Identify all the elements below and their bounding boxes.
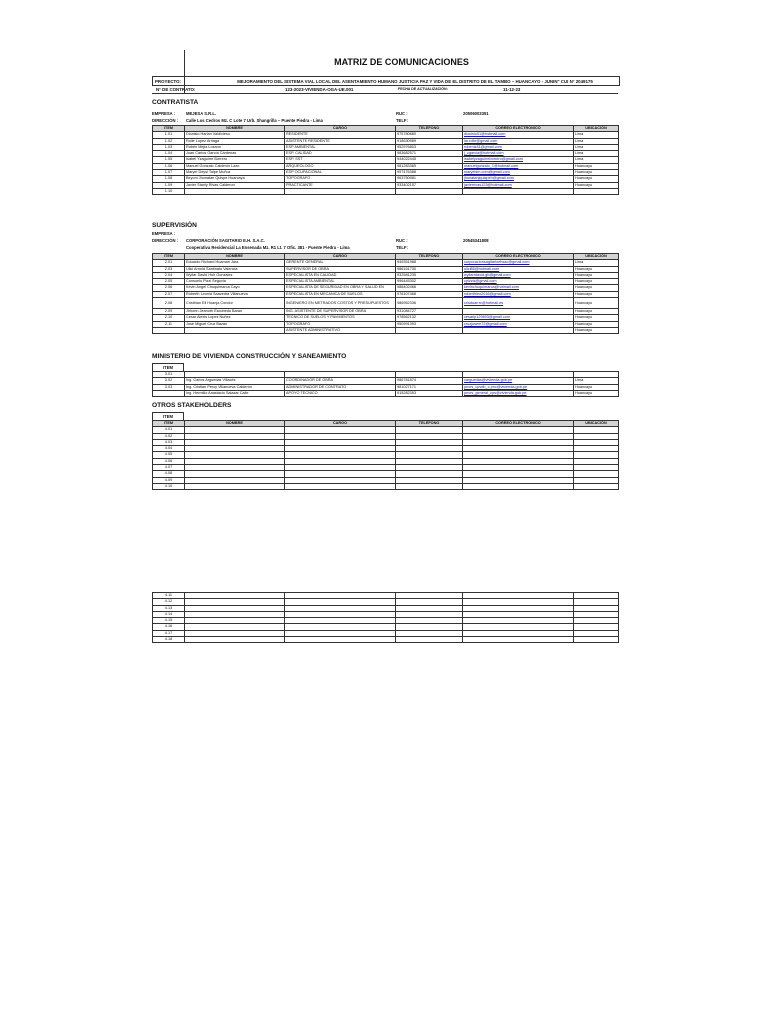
cell-telefono: 996445302: [396, 279, 463, 285]
update-label: FECHA DE ACTUALIZACIÓN:: [398, 86, 448, 91]
column-header-correo: CORREO ELECTRONICO: [463, 126, 574, 132]
cell-item: 4.01: [153, 427, 185, 433]
cell-item: 2.09: [153, 309, 185, 315]
email-link[interactable]: wyllarrdavid.gh@gmail.com: [463, 272, 574, 278]
column-header-nombre: NOMBRE: [185, 421, 285, 427]
email-link[interactable]: javierrivas123@hotmail.com: [463, 182, 574, 188]
email-link[interactable]: rubenlz81@gmail.com: [463, 144, 574, 150]
cell-ubicacion: Huancayo: [574, 384, 619, 390]
cell-item: 4.17: [153, 630, 185, 636]
cell-telefono: 981283385: [396, 163, 463, 169]
cell-item: 4.05: [153, 452, 185, 458]
cell-cargo: TOPOGRAFO: [285, 321, 396, 327]
email-link[interactable]: pnvrs_cpvdb_c.pnc@vivienda.gob.pe: [463, 384, 574, 390]
cell-cargo: INGENIERO EN METRADOS COSTOS Y PRESUPUESTOS: [285, 298, 396, 309]
cell-nombre: [185, 637, 285, 643]
cell-telefono: 918630989: [396, 138, 463, 144]
cell-ubicacion: Huancayo: [574, 327, 619, 333]
cell-ubicacion: [574, 188, 619, 194]
supervision-direccion: Cooperativa Residencial La Ensenada Mz. R1 Lt. 7 Ofic. 381 - Puente Piedra - Lima: [186, 245, 350, 250]
cell-item: 1.06: [153, 163, 185, 169]
column-header-ubicacion: UBICACIÓN: [574, 254, 619, 260]
email-link[interactable]: ulici85@hotmail.com: [463, 266, 574, 272]
cell-item: 4.18: [153, 637, 185, 643]
cell-ubicacion: Huancayo: [574, 279, 619, 285]
cell-ubicacion: Huancayo: [574, 309, 619, 315]
cell-nombre: Manuel Gonzalo Calderón Lazo: [185, 163, 285, 169]
ministerio-item-header: ITEM: [152, 363, 184, 372]
cell-telefono: 952976803: [396, 144, 463, 150]
cell-telefono: 944022445: [396, 157, 463, 163]
cell-item: 1.07: [153, 170, 185, 176]
cell-telefono: 986781874: [396, 378, 463, 384]
cell-item: 4.11: [153, 593, 185, 599]
column-header-telefono: TELÉFONO: [396, 421, 463, 427]
cell-ubicacion: Huancayo: [574, 182, 619, 188]
contratista-table: [152, 125, 619, 195]
cell-nombre: Beyoni Jhonatan Quispe Huarcaya: [185, 176, 285, 182]
cell-nombre: Juan Carlos García Cárdenas: [185, 151, 285, 157]
cell-nombre: [185, 327, 285, 333]
cell-nombre: Kevin Angel Chuquimarca Cayo: [185, 285, 285, 291]
cell-cargo: RESIDENTE: [285, 132, 396, 138]
email-link[interactable]: cesarlp129693@gmail.com: [463, 315, 574, 321]
cell-item: 2.11: [153, 321, 185, 327]
cell-correo: [463, 637, 574, 643]
supervision-ruc: 20545341808: [463, 238, 489, 243]
cell-item: 2.01: [153, 260, 185, 266]
cell-item: 4.03: [153, 439, 185, 445]
cell-ubicacion: Lima: [574, 378, 619, 384]
cell-nombre: Consuelo Pizzi Segovia: [185, 279, 285, 285]
contract-row: [152, 85, 618, 94]
column-header-item: ITEM: [153, 126, 185, 132]
cell-telefono: 949351988: [396, 260, 463, 266]
cell-item: 1.03: [153, 144, 185, 150]
cell-telefono: 963750981: [396, 176, 463, 182]
column-header-cargo: CARGO: [285, 254, 396, 260]
cell-telefono: 915282353: [396, 390, 463, 396]
cell-item: 2.03: [153, 266, 185, 272]
table-row: [153, 298, 619, 309]
cell-nombre: Dionisio Harlan Valdivieso: [185, 132, 285, 138]
cell-telefono: 983682571: [396, 151, 463, 157]
cell-nombre: Ulici Arnold Santinato Valencia: [185, 266, 285, 272]
cell-cargo: ESPECIALISTA DE SEGURIDAD EN OBRA Y SALUD EN: [285, 285, 396, 291]
email-link[interactable]: lar.rolie@gmail.com: [463, 138, 574, 144]
cell-cargo: ASISTENTE RESIDENTE: [285, 138, 396, 144]
cell-item: 1.01: [153, 132, 185, 138]
email-link[interactable]: jhonatanjquispeh@gmail.com: [463, 176, 574, 182]
cell-telefono: 981027171: [396, 384, 463, 390]
cell-correo: [463, 188, 574, 194]
project-name: MEJORAMIENTO DEL SISTEMA VIAL LOCAL DEL ASENTAMIENTO HUMANO JUSTICIA PAZ Y VIDA DE EL DISTRITO DE EL TAMBO – HUANCAYO - JUNIN" CUI N° 2049175: [237, 78, 593, 84]
cell-nombre: Wyllar David Huir Gonzales: [185, 272, 285, 278]
cell-telefono: [396, 483, 463, 489]
column-header-nombre: NOMBRE: [185, 254, 285, 260]
table-row: [153, 637, 619, 643]
cell-nombre: Jhhonn Jeanoth Escobedo Baran: [185, 309, 285, 315]
cell-telefono: 931084727: [396, 309, 463, 315]
cell-item: 3.01: [153, 372, 185, 378]
cell-nombre: Ing. Hermilio Anastacio Salazar Calle: [185, 390, 285, 396]
table-row: [153, 390, 619, 396]
cell-item: 1.05: [153, 157, 185, 163]
cell-cargo: ARQUEOLOGO: [285, 163, 396, 169]
cell-ubicacion: Lima: [574, 132, 619, 138]
cell-nombre: Rubén Mejia Lozano: [185, 144, 285, 150]
cell-item: 2.07: [153, 291, 185, 297]
supervision-telf-label: TELF:: [396, 245, 408, 250]
contract-value: 123-2023-VIVIENDA-OGA-UE.001: [285, 86, 354, 92]
contratista-ruc: 20506003351: [463, 111, 489, 116]
cell-item: 4.16: [153, 624, 185, 630]
email-link[interactable]: cpizzis@gmail.com: [463, 279, 574, 285]
cell-item: 1.08: [153, 176, 185, 182]
cell-item: 4.02: [153, 433, 185, 439]
cell-telefono: 976107468: [396, 291, 463, 297]
cell-cargo: ESPECIALISTA EN CALIDAD: [285, 272, 396, 278]
supervision-ruc-label: RUC :: [396, 238, 408, 243]
table-row: [153, 327, 619, 333]
cell-item: 1.02: [153, 138, 185, 144]
email-link[interactable]: carguedas@vivienda.gob.pe: [463, 378, 574, 384]
cell-telefono: 975780880: [396, 132, 463, 138]
cell-item: 4.15: [153, 618, 185, 624]
cell-cargo: [285, 188, 396, 194]
cell-ubicacion: Huancayo: [574, 321, 619, 327]
cell-ubicacion: Huancayo: [574, 291, 619, 297]
update-value: 11-12-23: [503, 86, 521, 92]
cell-ubicacion: Lima: [574, 144, 619, 150]
cell-item: 4.14: [153, 611, 185, 617]
cell-item: [153, 390, 185, 396]
cell-cargo: ESP OCUPACIONAL: [285, 170, 396, 176]
cell-telefono: 997476388: [396, 170, 463, 176]
column-header-item: ITEM: [153, 421, 185, 427]
table-row: [153, 188, 619, 194]
cell-cargo: GERENTE GENERAL: [285, 260, 396, 266]
cell-telefono: 932581235: [396, 272, 463, 278]
project-label: PROYECTO:: [155, 78, 182, 84]
cell-item: 3.03: [153, 384, 185, 390]
cell-cargo: ASISTENTE ADMINISTRATIVO: [285, 327, 396, 333]
email-link[interactable]: pnvrs_general_cps@vivienda.gob.pe: [463, 390, 574, 396]
ministerio-table: [152, 371, 619, 397]
contract-label: N° DE CONTRATO:: [156, 86, 196, 92]
contratista-empresa: MEJESA S.R.L.: [186, 111, 217, 116]
email-link[interactable]: roberthleo2016@gmail.com: [463, 291, 574, 297]
cell-cargo: ING. ASISTENTE DE SUPERVISOR DE OBRA: [285, 309, 396, 315]
cell-nombre: Isabel Yzaguirre Borrero: [185, 157, 285, 163]
email-link[interactable]: maryelsm.com@gmail.com: [463, 170, 574, 176]
column-header-ubicacion: UBICACIÓN: [574, 421, 619, 427]
cell-item: 1.04: [153, 151, 185, 157]
cell-item: 4.06: [153, 458, 185, 464]
cell-telefono: [396, 637, 463, 643]
cell-ubicacion: Huancayo: [574, 390, 619, 396]
column-header-telefono: TELÉFONO: [396, 126, 463, 132]
cell-nombre: [185, 188, 285, 194]
contratista-empresa-label: EMPRESA :: [152, 111, 176, 116]
column-header-telefono: TELÉFONO: [396, 254, 463, 260]
cell-nombre: José Miguel Cruz Bazán: [185, 321, 285, 327]
contratista-heading: CONTRATISTA: [152, 99, 199, 106]
cell-nombre: Rolie Lopez Arriaga: [185, 138, 285, 144]
cell-item: 4.07: [153, 465, 185, 471]
cell-item: 4.04: [153, 446, 185, 452]
cell-item: 4.10: [153, 483, 185, 489]
cell-ubicacion: Huancayo: [574, 315, 619, 321]
cell-item: 2.06: [153, 285, 185, 291]
supervision-empresa-label: EMPRESA :: [152, 231, 176, 236]
column-header-cargo: CARGO: [285, 126, 396, 132]
cell-item: 2.05: [153, 279, 185, 285]
cell-item: 4.12: [153, 599, 185, 605]
cell-cargo: COORDINADOR DE OBRA: [285, 378, 396, 384]
cell-nombre: Ing. Cristian Percy Villanueva Calderón: [185, 384, 285, 390]
cell-telefono: 950991393: [396, 321, 463, 327]
cell-ubicacion: Huancayo: [574, 266, 619, 272]
cell-cargo: ADMINISTRADOR DE CONTRATO: [285, 384, 396, 390]
cell-item: 3.02: [153, 378, 185, 384]
cell-nombre: Eduardo Richard Huaman Jara: [185, 260, 285, 266]
cell-item: 4.13: [153, 605, 185, 611]
email-link[interactable]: manuelgonzalo_1@hotmail.com: [463, 163, 574, 169]
cell-cargo: [285, 637, 396, 643]
cell-ubicacion: [574, 637, 619, 643]
email-link[interactable]: crisduarrrc@hotmail.es: [463, 298, 574, 309]
cell-cargo: ESPECIALISTA EN MECANICA DE SUELOS: [285, 291, 396, 297]
cell-cargo: APOYO TECNICO: [285, 390, 396, 396]
cell-ubicacion: [574, 483, 619, 489]
cell-ubicacion: Huancayo: [574, 272, 619, 278]
cell-item: 2.08: [153, 298, 185, 309]
email-link[interactable]: kevinchuquimarca@hotmail.com: [463, 285, 574, 291]
cell-ubicacion: Huancayo: [574, 298, 619, 309]
cell-cargo: PRACTICANTE: [285, 182, 396, 188]
cell-item: 1.10: [153, 188, 185, 194]
cell-item: 4.08: [153, 471, 185, 477]
cell-cargo: ESPECIALISTA AMBIENTAL: [285, 279, 396, 285]
cell-telefono: 988402466: [396, 285, 463, 291]
cell-cargo: ESP AMBIENTAL: [285, 144, 396, 150]
cell-telefono: 986952336: [396, 298, 463, 309]
contratista-direccion: Calle Los Cedros Mz. C Lote 7 Urb. Shangrilla – Puente Piedra - Lima: [186, 118, 323, 123]
cell-ubicacion: Huancayo: [574, 176, 619, 182]
cell-ubicacion: Huancayo: [574, 163, 619, 169]
cell-nombre: Maryel Deysi Taipe Muñoz: [185, 170, 285, 176]
cell-cargo: TECNICO DE SUELOS Y PAVIMENTOS: [285, 315, 396, 321]
cell-item: 2.10: [153, 315, 185, 321]
supervision-dir-label: DIRECCIÓN :: [152, 238, 179, 243]
stakeholders-table: [152, 420, 619, 490]
email-link[interactable]: corporacionsagitarioehsac@gmail.com: [463, 260, 574, 266]
cell-cargo: ESP. CALIDAD: [285, 151, 396, 157]
cell-ubicacion: Lima: [574, 157, 619, 163]
cell-nombre: Javier Stanly Rivas Calderon: [185, 182, 285, 188]
cell-correo: [463, 483, 574, 489]
cell-nombre: Ing. Carlos Arguedas Villacés: [185, 378, 285, 384]
cell-telefono: [396, 327, 463, 333]
cell-ubicacion: Lima: [574, 138, 619, 144]
cell-nombre: Cesar Alexis Lopez Nuñez: [185, 315, 285, 321]
stakeholders-heading: OTROS STAKEHOLDERS: [152, 402, 232, 409]
stakeholders-item-header: ITEM: [152, 412, 184, 421]
cell-cargo: TOPOGRAFO: [285, 176, 396, 182]
table-row: [153, 483, 619, 489]
supervision-heading: SUPERVISIÓN: [152, 222, 197, 229]
cell-nombre: Cristhian Eli Huanja Condor: [185, 298, 285, 309]
cell-telefono: 986161730: [396, 266, 463, 272]
email-link[interactable]: cruzjosem72@gmail.com: [463, 321, 574, 327]
email-link[interactable]: dionisio01@hotmail.com: [463, 132, 574, 138]
column-header-correo: CORREO ELECTRONICO: [463, 421, 574, 427]
cell-item: [153, 327, 185, 333]
cell-telefono: [396, 188, 463, 194]
cell-nombre: Roberth Leonid Saavedra Villanueva: [185, 291, 285, 297]
column-header-item: ITEM: [153, 254, 185, 260]
cell-telefono: 978562132: [396, 315, 463, 321]
cell-item: 2.04: [153, 272, 185, 278]
email-link[interactable]: isabelyzaguirreborrero@gmail.com: [463, 157, 574, 163]
column-header-cargo: CARGO: [285, 421, 396, 427]
page-title: MATRIZ DE COMUNICACIONES: [334, 57, 469, 67]
cell-ubicacion: Huancayo: [574, 285, 619, 291]
column-header-ubicacion: UBICACIÓN: [574, 126, 619, 132]
column-header-correo: CORREO ELECTRONICO: [463, 254, 574, 260]
ministerio-heading: MINISTERIO DE VIVIENDA CONSTRUCCIÓN Y SANEAMIENTO: [152, 353, 347, 360]
contratista-telf-label: TELF:: [396, 118, 408, 123]
cell-cargo: SUPERVISOR DE OBRA: [285, 266, 396, 272]
cell-ubicacion: Lima: [574, 260, 619, 266]
contratista-ruc-label: RUC :: [396, 111, 408, 116]
cell-telefono: 933402157: [396, 182, 463, 188]
cell-nombre: [185, 483, 285, 489]
stakeholders-table-continued: [152, 592, 619, 643]
cell-ubicacion: Lima: [574, 151, 619, 157]
cell-item: 4.09: [153, 477, 185, 483]
cell-cargo: [285, 483, 396, 489]
cell-cargo: ESP. SST: [285, 157, 396, 163]
contratista-dir-label: DIRECCIÓN :: [152, 118, 179, 123]
cell-ubicacion: Huancayo: [574, 170, 619, 176]
column-header-nombre: NOMBRE: [185, 126, 285, 132]
cell-correo: [463, 327, 574, 333]
cell-item: 1.09: [153, 182, 185, 188]
email-link[interactable]: j_cgarcia@hotmail.com: [463, 151, 574, 157]
supervision-empresa: CORPORACIÓN SAGITARIO E.H. S.A.C.: [186, 238, 265, 243]
supervision-table: [152, 253, 619, 334]
